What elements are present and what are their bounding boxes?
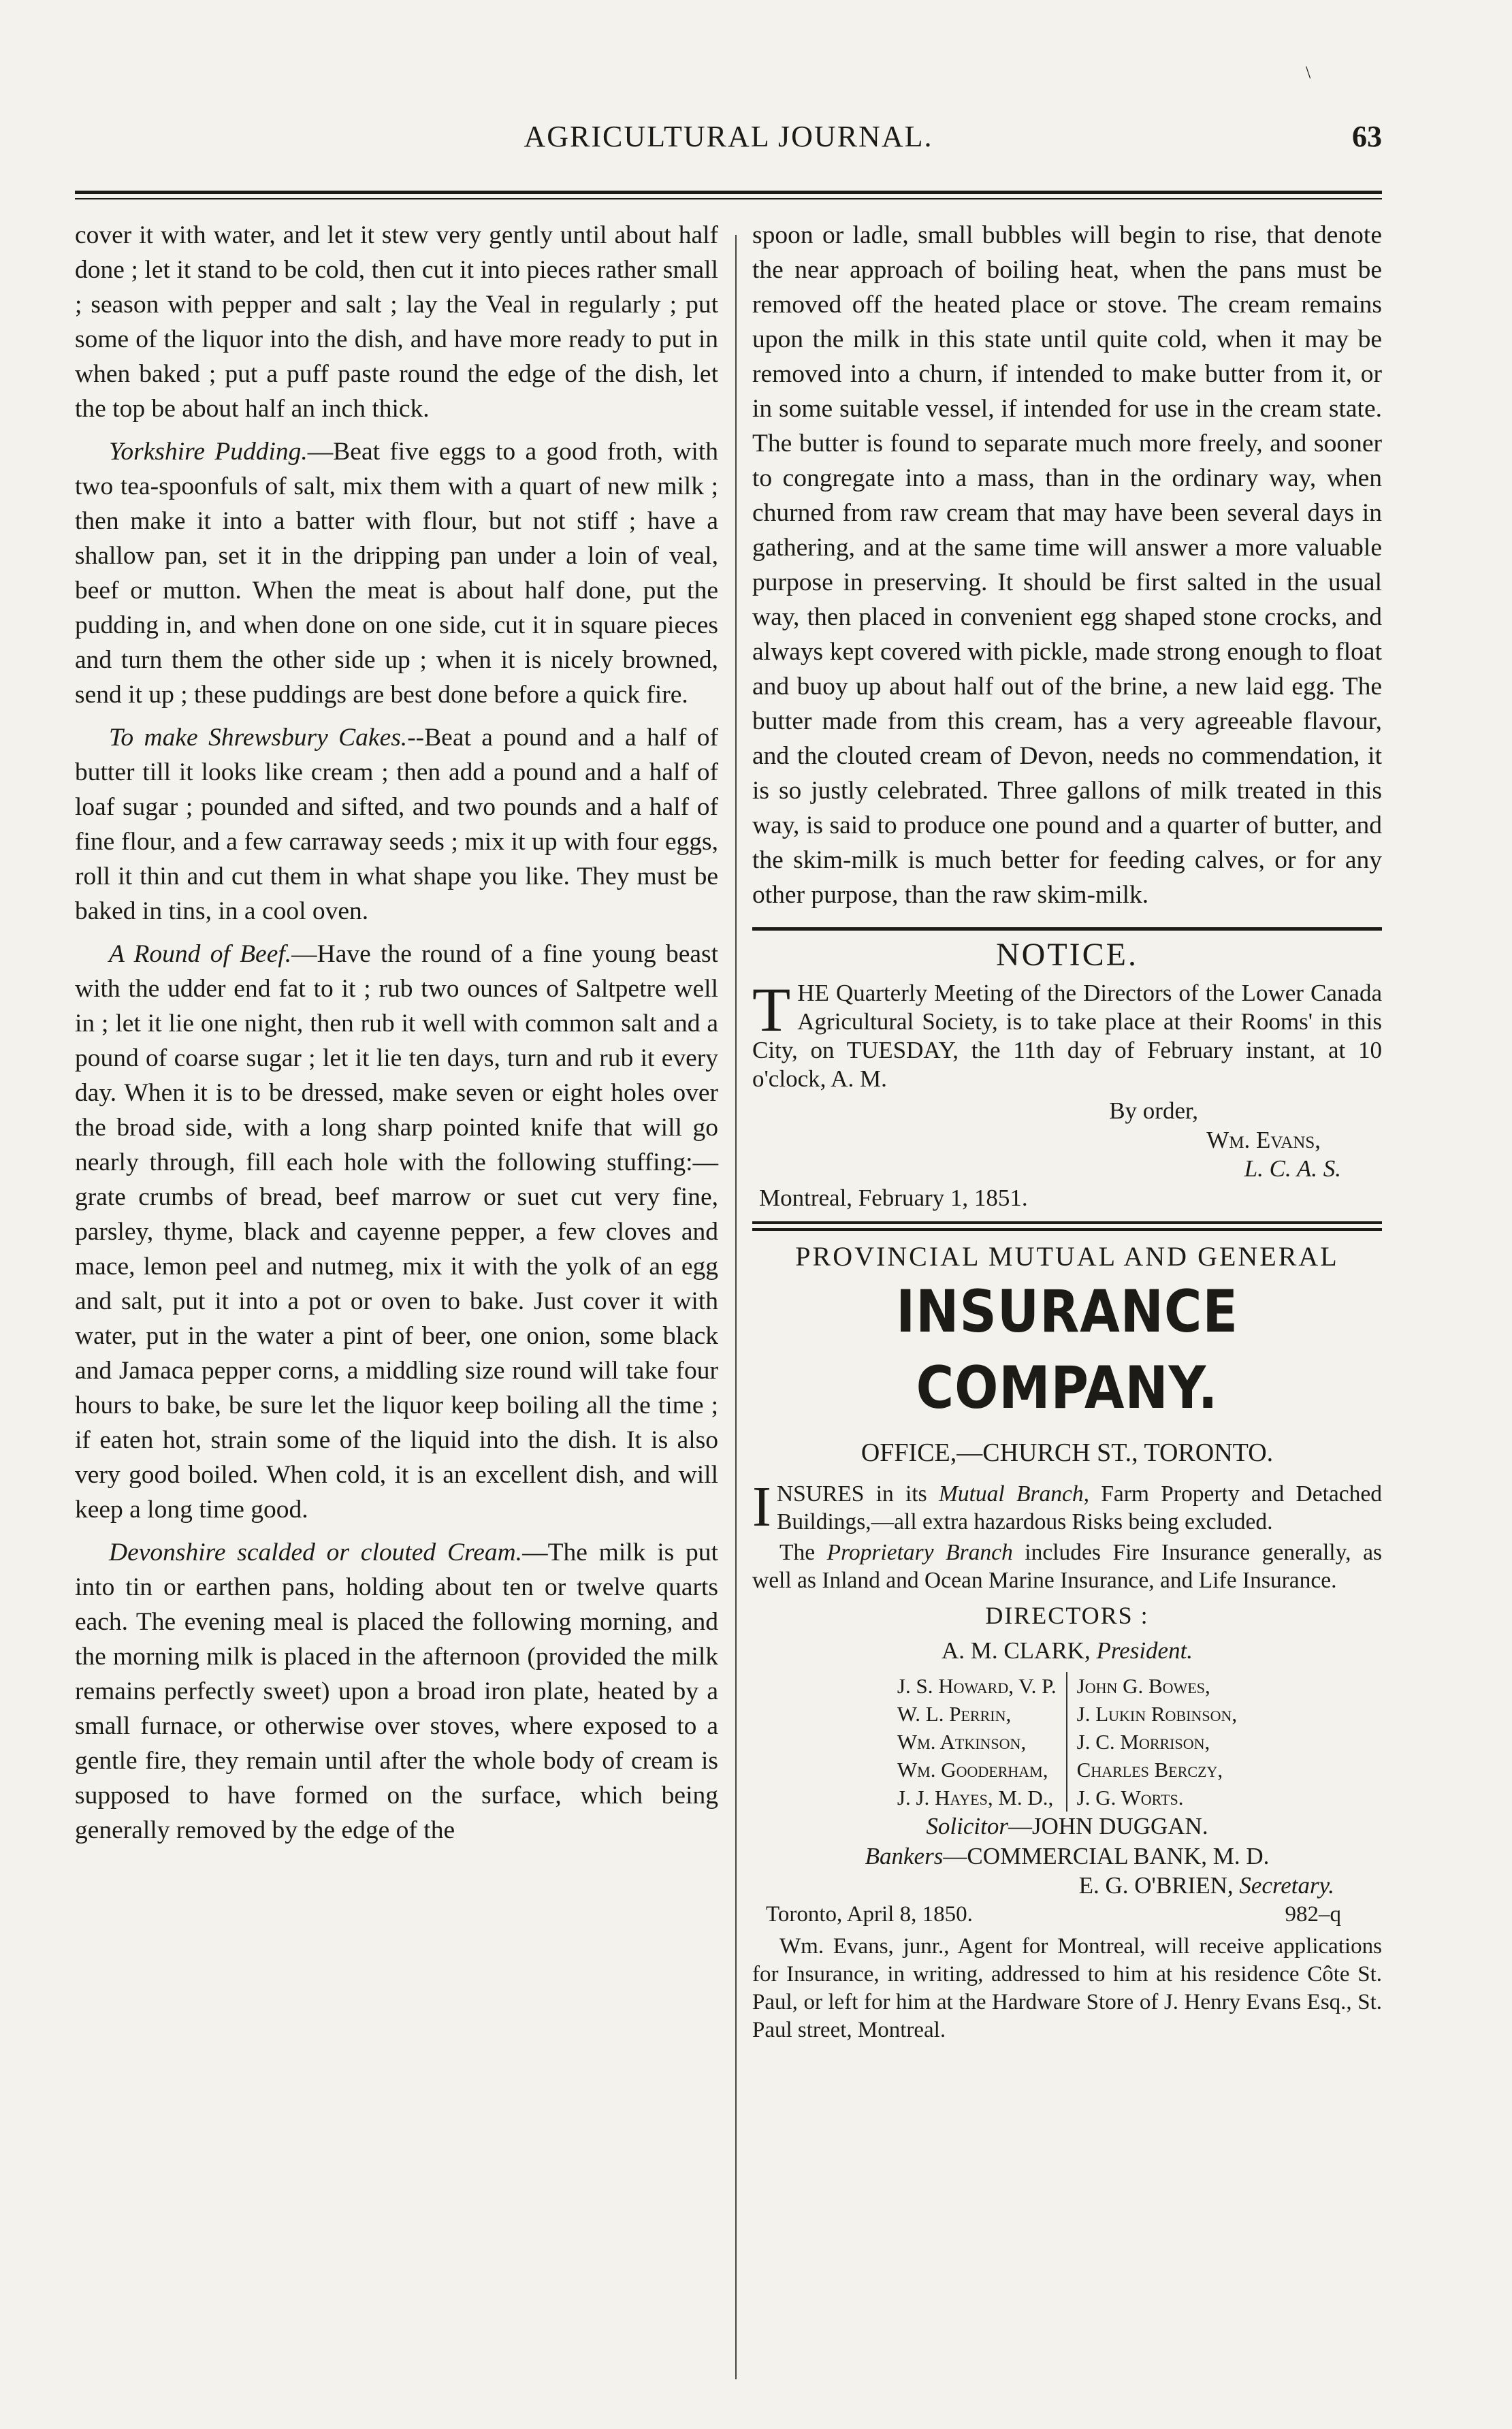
- montreal-agent-notice: Wm. Evans, junr., Agent for Montreal, will receive applications for Insurance, in writing, addressed to him at his residence Côte St. Paul, or left for him at the Hardware Store of J. Henry Evans Esq., St. Paul street, Montreal.: [752, 1934, 1382, 2042]
- insurance-heading: PROVINCIAL MUTUAL AND GENERAL: [795, 1241, 1339, 1272]
- insurance-advertisement: [752, 1239, 1382, 2044]
- president-title: President.: [1096, 1637, 1193, 1664]
- director-name: J. J. Hayes, M. D.,: [897, 1786, 1054, 1809]
- director-name: W. L. Perrin,: [897, 1702, 1012, 1726]
- insurance-date: Toronto, April 8, 1850.: [766, 1902, 973, 1927]
- column-divider: [735, 235, 737, 2379]
- notice-signer-title: L. C. A. S.: [1244, 1155, 1341, 1182]
- insurance-ref: 982–q: [1285, 1902, 1341, 1927]
- clouted-cream-continued: spoon or ladle, small bubbles will begin to rise, that denote the near approach of boiling heat, when the pans must be removed off the heated place or stove. The cream remains upon the milk in this state until quite cold, when it may be removed into a churn, if intended to make butter from it, or in some suitable vessel, if intended for use in the cream state. The butter is found to separate much more freely, and sooner to congregate into a mass, than in the ordinary way, when churned from raw cream that may have been several days in gathering, and at the same time will answer a more valuable purpose in preserving. It should be first salted in the usual way, then placed in convenient egg shaped stone crocks, and always kept covered with pickle, made strong enough to float and buoy up about half out of the brine, a new laid egg. The butter made from this cream, has a very agreeable flavour, and the clouted cream of Devon, needs no commendation, it is so justly celebrated. Three gallons of milk treated in this way, is said to produce one pound and a quarter of butter, and the skim-milk is much better for feeding calves, or for any other purpose, than the raw skim-milk.: [752, 221, 1382, 909]
- notice-body: [752, 975, 1382, 1093]
- solicitor-name: —JOHN DUGGAN.: [1008, 1813, 1208, 1839]
- bankers-name: —COMMERCIAL BANK, M. D.: [943, 1843, 1270, 1869]
- director-name: Wm. Atkinson,: [897, 1730, 1027, 1754]
- text: Farm Property and Detached Buildings,—all extra hazardous Risks being excluded.: [776, 1481, 1382, 1534]
- recipe-title: Devonshire scalded or clouted Cream.: [109, 1539, 523, 1566]
- section-rule: [752, 927, 1382, 931]
- notice-by-order: By order,: [1109, 1097, 1198, 1124]
- page-number: 63: [1352, 120, 1382, 153]
- insurance-dropcap: I: [752, 1475, 771, 1539]
- notice-text: HE Quarterly Meeting of the Directors of the Lower Canada Agricultural Society, is to take place at their Rooms' in this City, on TUESDAY, the 11th day of February instant, at 10 o'clock, A. M.: [752, 980, 1382, 1092]
- bankers-line: [752, 1841, 1382, 1871]
- notice-title: NOTICE.: [996, 937, 1138, 973]
- solicitor-line: [752, 1812, 1382, 1841]
- text: NSURES in its: [776, 1481, 939, 1507]
- director-name: J. C. Morrison,: [1076, 1730, 1210, 1754]
- director-name: Charles Berczy,: [1076, 1758, 1223, 1782]
- insurance-proprietary-branch: [752, 1539, 1382, 1594]
- round-of-beef-recipe: [75, 937, 718, 1527]
- right-column: [752, 218, 1382, 2044]
- directors-title: DIRECTORS :: [985, 1602, 1149, 1629]
- president-name: A. M. CLARK,: [941, 1637, 1097, 1664]
- secretary-line: [752, 1871, 1382, 1900]
- clouted-cream-recipe: [75, 1535, 718, 1848]
- running-title: AGRICULTURAL JOURNAL.: [524, 120, 933, 153]
- header-rule-bottom: [75, 198, 1382, 199]
- shrewsbury-cakes-recipe: [75, 720, 718, 929]
- directors-right-column: [1067, 1672, 1237, 1812]
- corner-mark: \: [1306, 63, 1311, 82]
- insurance-body: [752, 1475, 1382, 1594]
- insurance-dateline: [752, 1900, 1382, 1929]
- director-name: J. S. Howard, V. P.: [897, 1674, 1057, 1698]
- branch-name: Mutual Branch,: [938, 1481, 1089, 1507]
- recipe-text: —Beat five eggs to a good froth, with two tea-spoonfuls of salt, mix them with a quart of new milk ; then make it into a batter with flour, but not stiff ; have a shallow pan, set it in the dripping pan under a loin of veal, beef or mutton. When the meat is about half done, put the pudding in, and when done on one side, cut it in square pieces and turn them the other side up ; when it is nicely browned, send it up ; these puddings are best done before a quick fire.: [75, 438, 718, 709]
- notice-dateline: Montreal, February 1, 1851.: [759, 1185, 1028, 1211]
- text: The: [779, 1540, 827, 1565]
- director-name: J. Lukin Robinson,: [1076, 1702, 1238, 1726]
- bankers-label: Bankers: [865, 1843, 944, 1869]
- recipe-text: —Have the round of a fine young beast with the udder end fat to it ; rub two ounces of Saltpetre well in ; let it lie one night, then rub it well with common salt and a pound of coarse sugar ; let it lie ten days, turn and rub it every day. When it is to be dressed, make seven or eight holes over the broad side, with a long sharp pointed knife that will go nearly through, fill each hole with the following stuffing:—grate crumbs of bread, beef marrow or suet cut very fine, parsley, thyme, black and cayenne pepper, a few cloves and mace, lemon peel and nutmeg, mix it with the yolk of an egg and salt, put it into a pot or oven to bake. Just cover it with water, put in the water a pint of beer, one onion, some black and Jamaca pepper corns, a middling size round will take four hours to bake, be sure let the liquor keep boiling all the time ; if eaten hot, strain some of the liquid into the dish. It is also very good boiled. When cold, it is an excellent dish, and will keep a long time good.: [75, 940, 719, 1524]
- insurance-office: OFFICE,—CHURCH ST., TORONTO.: [860, 1438, 1274, 1467]
- directors-list: [752, 1672, 1382, 1812]
- yorkshire-pudding-recipe: [75, 434, 718, 712]
- branch-name: Proprietary Branch: [826, 1540, 1013, 1565]
- secretary-name: E. G. O'BRIEN,: [1078, 1872, 1240, 1899]
- insurance-mutual-branch: [752, 1475, 1382, 1539]
- header-rule-top: [75, 191, 1382, 194]
- recipe-title: To make Shrewsbury Cakes.: [109, 724, 408, 752]
- text: includes Fire Insurance generally, as well as Inland and Ocean Marine Insurance, and Life Insurance.: [752, 1540, 1382, 1593]
- veal-recipe-continued: cover it with water, and let it stew very gently until about half done ; let it stand to be cold, then cut it into pieces rather small ; season with pepper and salt ; lay the Veal in regularly ; put some of the liquor into the dish, and have more ready to put in when baked ; put a puff paste round the edge of the dish, let the top be about half an inch thick.: [75, 221, 718, 423]
- running-head: [75, 119, 1382, 167]
- director-name: J. G. Worts.: [1076, 1786, 1184, 1809]
- notice-dropcap: T: [752, 975, 791, 1044]
- recipe-title: Yorkshire Pudding.: [109, 438, 308, 466]
- directors-president: [752, 1633, 1382, 1668]
- recipe-text: —The milk is put into tin or earthen pans, holding about ten or twelve quarts each. The evening meal is placed the following morning, and the morning milk is placed in the afternoon (provided the milk remains perfectly sweet) upon a broad iron plate, heated by a small furnace, or otherwise over stoves, where exposed to a gentle fire, they remain until after the whole body of cream is supposed to have formed on the surface, which being generally removed by the edge of the: [75, 1539, 718, 1844]
- director-name: Wm. Gooderham,: [897, 1758, 1048, 1782]
- insurance-company-name: INSURANCE COMPANY.: [896, 1278, 1238, 1422]
- recipe-text: --Beat a pound and a half of butter till it looks like cream ; then add a pound and a half of loaf sugar ; pounded and sifted, and two pounds and a half of fine flour, and a few carraway seeds ; mix it up with four eggs, roll it thin and cut them in what shape you like. They must be baked in tins, in a cool oven.: [75, 724, 718, 925]
- left-column: [75, 218, 718, 1856]
- notice-block: [752, 937, 1382, 1213]
- directors-left-column: [897, 1672, 1067, 1812]
- section-double-rule: [752, 1221, 1382, 1231]
- director-name: John G. Bowes,: [1076, 1674, 1210, 1698]
- recipe-title: A Round of Beef.: [109, 940, 292, 968]
- solicitor-label: Solicitor: [926, 1813, 1008, 1839]
- secretary-title: Secretary.: [1239, 1872, 1334, 1899]
- notice-signer: Wm. Evans,: [1206, 1127, 1321, 1153]
